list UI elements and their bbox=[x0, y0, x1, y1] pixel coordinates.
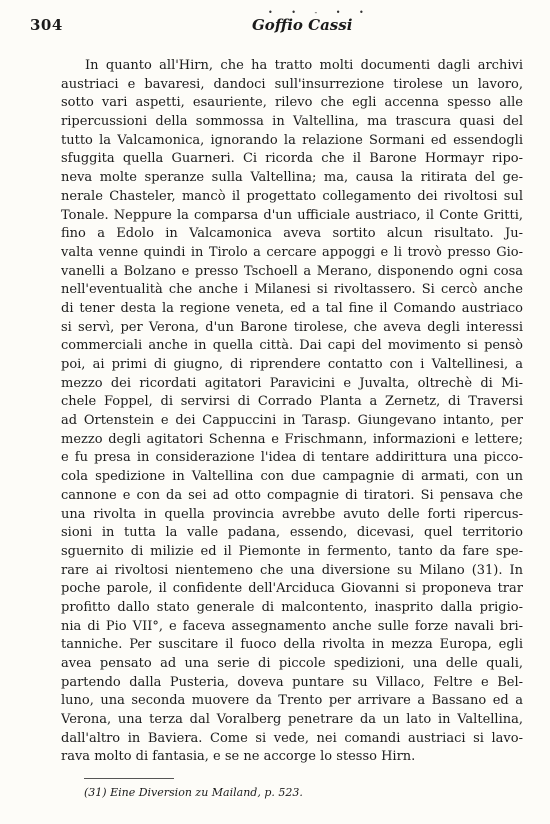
text-line: vanelli a Bolzano e presso Tschoell a Merano, disponendo ogni cosa bbox=[61, 263, 523, 279]
text-line: profitto dallo stato generale di malcontento, inasprito dalla prigio- bbox=[61, 599, 523, 615]
text-line: tutto la Valcamonica, ignorando la relazione Sormani ed essendogli bbox=[61, 132, 523, 148]
text-line: sguernito di milizie ed il Piemonte in fermento, tanto da fare spe- bbox=[61, 543, 523, 559]
text-line: cola spedizione in Valtellina con due campagnie di armati, con un bbox=[61, 469, 523, 485]
footnote: (31) Eine Diversion zu Mailand, p. 523. bbox=[84, 786, 303, 799]
text-line: di tener desta la regione veneta, ed a tal fine il Comando austriaco bbox=[61, 300, 523, 316]
text-line: luno, una seconda muovere da Trento per arrivare a Bassano ed a bbox=[61, 693, 523, 709]
page-number: 304 bbox=[30, 16, 63, 34]
text-line: cannone e con da sei ad otto compagnie di tiratori. Si pensava che bbox=[61, 487, 523, 503]
text-line: rava molto di fantasia, e se ne accorge lo stesso Hirn. bbox=[61, 749, 416, 765]
text-line: si servì, per Verona, d'un Barone tirolese, che aveva degli interessi bbox=[61, 319, 523, 335]
text-line: ripercussioni della sommossa in Valtellina, ma trascura quasi del bbox=[61, 114, 523, 130]
text-line: In quanto all'Hirn, che ha tratto molti documenti dagli archivi bbox=[85, 58, 523, 73]
text-line: nerale Chasteler, mancò il progettato collegamento dei rivoltosi sul bbox=[61, 188, 523, 204]
text-line: poche parole, il confidente dell'Arciduca Giovanni si proponeva trar bbox=[61, 581, 523, 597]
page-header bbox=[30, 8, 530, 38]
text-line: ad Ortenstein e dei Cappuccini in Tarasp. Giungevano intanto, per bbox=[61, 413, 523, 429]
text-line: nia di Pio VII°, e faceva assegnamento anche sulle forze navali bri- bbox=[61, 618, 523, 634]
body-paragraph bbox=[61, 57, 523, 767]
text-line: partendo dalla Pusteria, doveva puntare su Villaco, Feltre e Bel- bbox=[61, 674, 523, 690]
text-line: chele Foppel, di servirsi di Corrado Planta a Zernetz, di Traversi bbox=[61, 394, 523, 410]
text-line: Verona, una terza dal Voralberg penetrare da un lato in Valtellina, bbox=[61, 712, 523, 728]
text-line: nell'eventualità che anche i Milanesi si rivoltassero. Si cercò anche bbox=[61, 282, 523, 298]
text-line: austriaci e bavaresi, dandoci sull'insurrezione tirolese un lavoro, bbox=[61, 76, 523, 92]
text-line: dall'altro in Baviera. Come si vede, nei comandi austriaci si lavo- bbox=[61, 730, 523, 746]
text-line: fino a Edolo in Valcamonica aveva sortito alcun risultato. Ju- bbox=[61, 226, 523, 242]
footnote-divider bbox=[84, 778, 174, 779]
text-line: sotto vari aspetti, esauriente, rilevo che egli accenna spesso alle bbox=[61, 95, 523, 111]
text-line: poi, ai primi di giugno, di riprendere contatto con i Valtellinesi, a bbox=[61, 357, 523, 372]
text-line: mezzo dei ricordati agitatori Paravicini e Juvalta, oltrechè di Mi- bbox=[61, 375, 523, 391]
text-line: mezzo degli agitatori Schenna e Frischmann, informazioni e lettere; bbox=[61, 431, 523, 447]
running-head: Goffio Cassi bbox=[252, 16, 353, 34]
text-line: Tonale. Neppure la comparsa d'un ufficiale austriaco, il Conte Gritti, bbox=[61, 207, 523, 223]
text-line: sfuggita quella Guarneri. Ci ricorda che il Barone Hormayr ripo- bbox=[61, 151, 523, 167]
text-line: sioni in tutta la valle padana, essendo, dicevasi, quel territorio bbox=[61, 525, 523, 541]
text-line: una rivolta in quella provincia avrebbe avuto delle forti ripercus- bbox=[61, 506, 523, 522]
text-line: valta venne quindi in Tirolo a cercare appoggi e li trovò presso Gio- bbox=[61, 244, 523, 260]
text-line: avea pensato ad una serie di piccole spedizioni, una delle quali, bbox=[61, 656, 523, 671]
text-line: commerciali anche in quella città. Dai capi del movimento si pensò bbox=[61, 338, 523, 354]
text-line: e fu presa in considerazione l'idea di tentare addirittura una picco- bbox=[61, 450, 523, 466]
text-line: neva molte speranze sulla Valtellina; ma, causa la ritirata del ge- bbox=[61, 170, 523, 186]
text-line: rare ai rivoltosi nientemeno che una diversione su Milano (31). In bbox=[61, 562, 523, 578]
running-head-ornament: • • - • • bbox=[268, 8, 372, 17]
text-line: tanniche. Per suscitare il fuoco della rivolta in mezza Europa, egli bbox=[61, 637, 523, 653]
